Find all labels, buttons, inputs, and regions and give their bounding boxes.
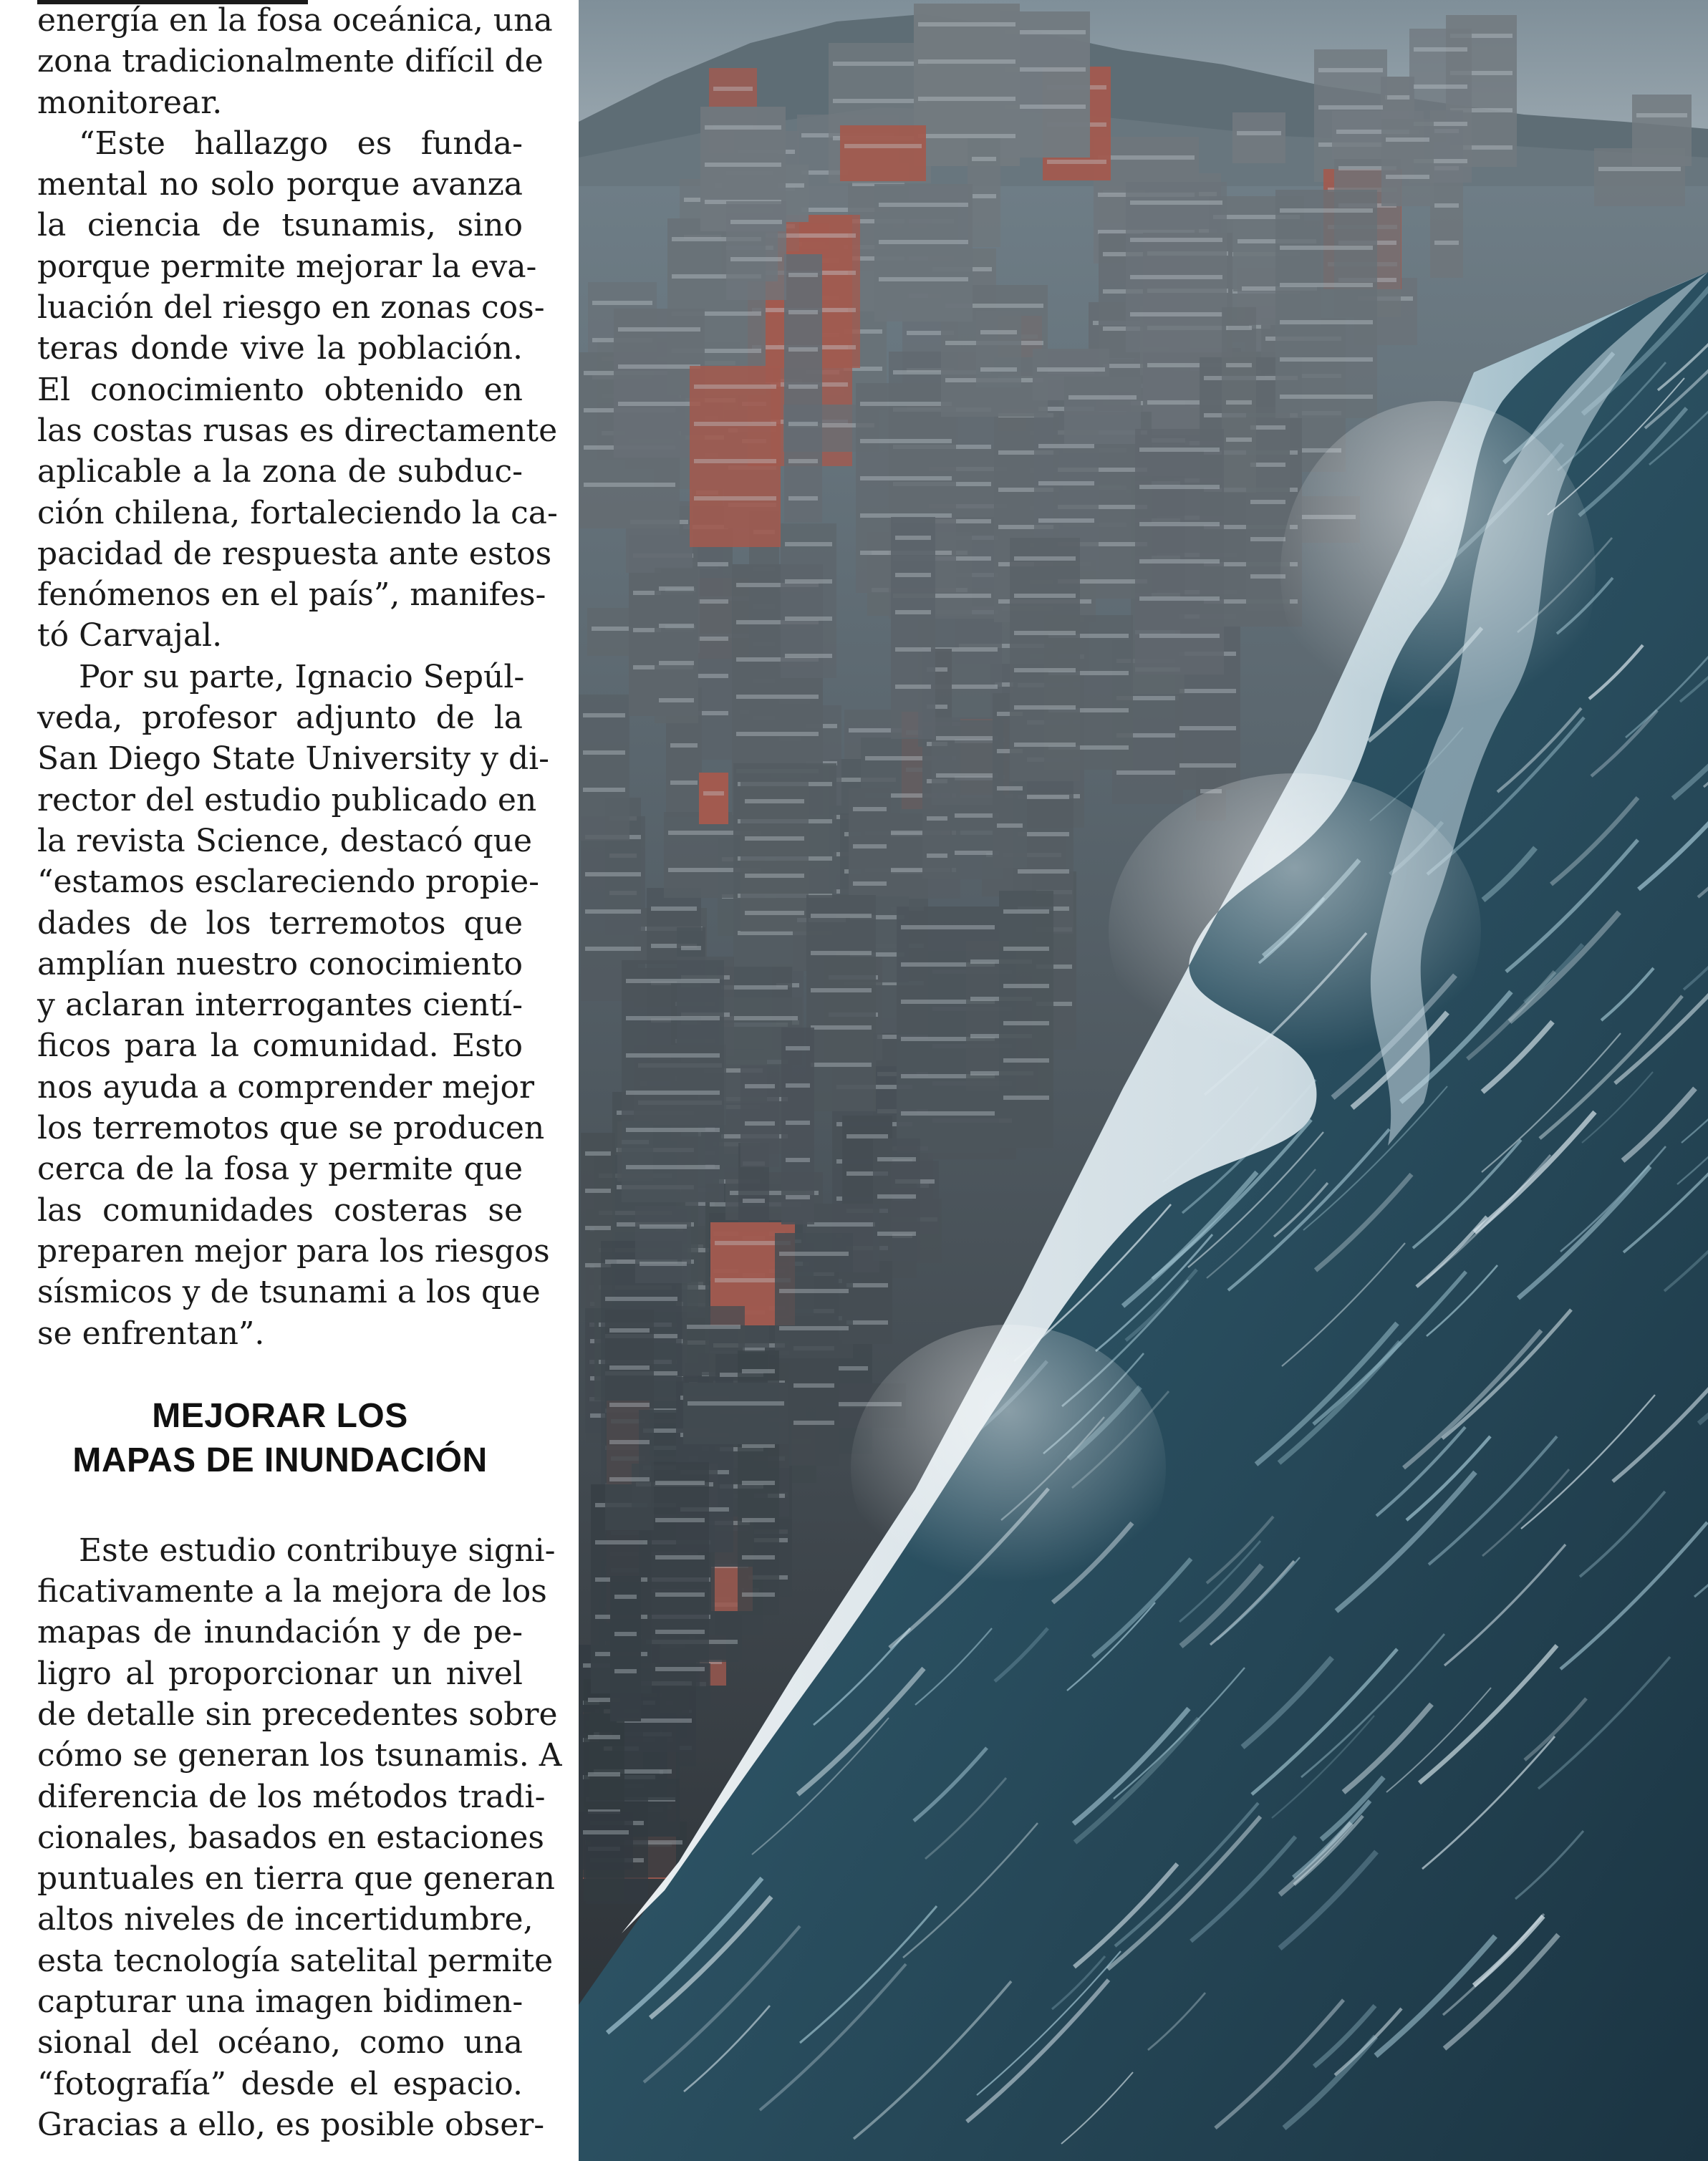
text-line: pacidad de respuesta ante estos [37,535,552,572]
text-line: energía en la fosa oceánica, una [37,2,553,39]
text-line: se enfrentan”. [37,1315,265,1352]
article-paragraph [37,1530,562,2145]
text-line: rector del estudio publicado en [37,781,537,818]
text-line: “fotografía” desde el espacio. [37,2065,523,2102]
text-line: capturar una imagen bidimen- [37,1983,524,2021]
text-line: Gracias a ello, es posible obser- [37,2106,545,2143]
article-paragraph [37,0,553,123]
text-line: amplían nuestro conocimiento [37,945,523,982]
text-line: las costas rusas es directamente [37,412,558,449]
article-paragraph [37,657,550,1354]
text-line: cerca de la fosa y permite que [37,1151,523,1188]
text-line: altos niveles de incertidumbre, [37,1901,534,1938]
text-line: la revista Science, destacó que [37,822,533,859]
text-line: de detalle sin precedentes sobre [37,1696,558,1733]
text-line: aplicable a la zona de subduc- [37,453,523,490]
text-line: cionales, basados en estaciones [37,1819,544,1856]
text-line: Este estudio contribuye signi- [79,1532,556,1569]
text-line: luación del riesgo en zonas cos- [37,289,545,327]
text-line: zona tradicionalmente difícil de [37,43,544,80]
text-line: El conocimiento obtenido en [37,371,523,408]
text-line: teras donde vive la población. [37,330,523,367]
text-line: los terremotos que se producen [37,1110,545,1147]
text-line: ligro al proporcionar un nivel [37,1655,523,1692]
text-line: las comunidades costeras se [37,1191,523,1229]
text-line: San Diego State University y di- [37,740,550,778]
article-body-bottom [37,1530,562,2145]
text-line: porque permite mejorar la eva- [37,248,537,285]
section-heading-line-1: MEJORAR LOS [152,1396,408,1435]
text-line: cómo se generan los tsunamis. A [37,1737,562,1774]
article-body-top [37,0,558,1354]
text-line: veda, profesor adjunto de la [37,700,523,737]
text-line: y aclaran interrogantes cientí- [37,987,523,1024]
text-line: ción chilena, fortaleciendo la ca- [37,494,558,531]
tsunami-photo [579,0,1708,2161]
text-line: Por su parte, Ignacio Sepúl- [79,658,525,695]
text-line: diferencia de los métodos tradi- [37,1778,546,1815]
text-line: sísmicos y de tsunami a los que [37,1274,541,1311]
text-line: mental no solo porque avanza [37,166,523,203]
section-heading [37,1394,523,1483]
text-line: tó Carvajal. [37,617,223,654]
text-line: nos ayuda a comprender mejor [37,1068,535,1106]
text-line: fenómenos en el país”, manifes- [37,576,546,614]
text-line: esta tecnología satelital permite [37,1942,554,1979]
text-line: ficos para la comunidad. Esto [37,1028,523,1065]
section-heading-line-2: MAPAS DE INUNDACIÓN [72,1441,488,1479]
text-line: sional del océano, como una [37,2024,523,2061]
text-line: “Este hallazgo es funda- [79,125,523,162]
text-line: ficativamente a la mejora de los [37,1573,547,1610]
text-line: puntuales en tierra que generan [37,1860,555,1897]
text-line: mapas de inundación y de pe- [37,1614,523,1651]
article-column [37,0,562,2145]
article-paragraph [37,123,558,657]
text-line: dades de los terremotos que [37,904,523,942]
text-line: la ciencia de tsunamis, sino [37,207,523,244]
text-line: preparen mejor para los riesgos [37,1232,550,1270]
text-line: “estamos esclareciendo propie- [37,864,540,901]
text-line: monitorear. [37,84,223,121]
